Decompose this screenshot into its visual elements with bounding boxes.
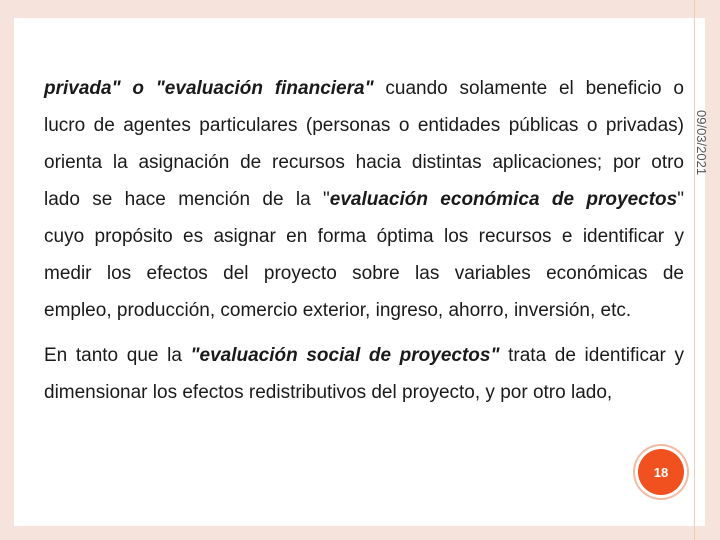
body-text: " xyxy=(677,189,684,210)
body-line: orienta la asignación de recursos hacia distintas aplicaciones; por otro xyxy=(44,152,684,173)
slide-body xyxy=(44,70,684,411)
body-line: lucro de agentes particulares (personas o entidades públicas o privadas) xyxy=(44,115,684,136)
body-text: lado se hace mención de la " xyxy=(44,189,330,210)
emphasis-text: evaluación económica de proyectos xyxy=(329,189,678,210)
body-line: medir los efectos del proyecto sobre las variables económicas de xyxy=(44,263,684,284)
body-text: cuando solamente el beneficio o xyxy=(373,78,684,99)
body-line: dimensionar los efectos redistributivos del proyecto, y por otro lado, xyxy=(44,382,613,403)
body-line xyxy=(44,70,684,107)
body-text: En tanto que la xyxy=(44,345,191,366)
emphasis-text: "evaluación social de proyectos" xyxy=(190,345,500,366)
body-line xyxy=(44,337,684,374)
page-number-badge: 18 xyxy=(638,449,684,495)
slide-date: 09/03/2021 xyxy=(694,110,709,176)
emphasis-text: privada" o "evaluación financiera" xyxy=(44,78,374,99)
body-line: cuyo propósito es asignar en forma óptima los recursos e identificar y xyxy=(44,226,684,247)
body-line xyxy=(44,181,684,218)
right-rule xyxy=(694,0,695,540)
body-line: empleo, producción, comercio exterior, ingreso, ahorro, inversión, etc. xyxy=(44,300,632,321)
body-text: trata de identificar y xyxy=(499,345,684,366)
